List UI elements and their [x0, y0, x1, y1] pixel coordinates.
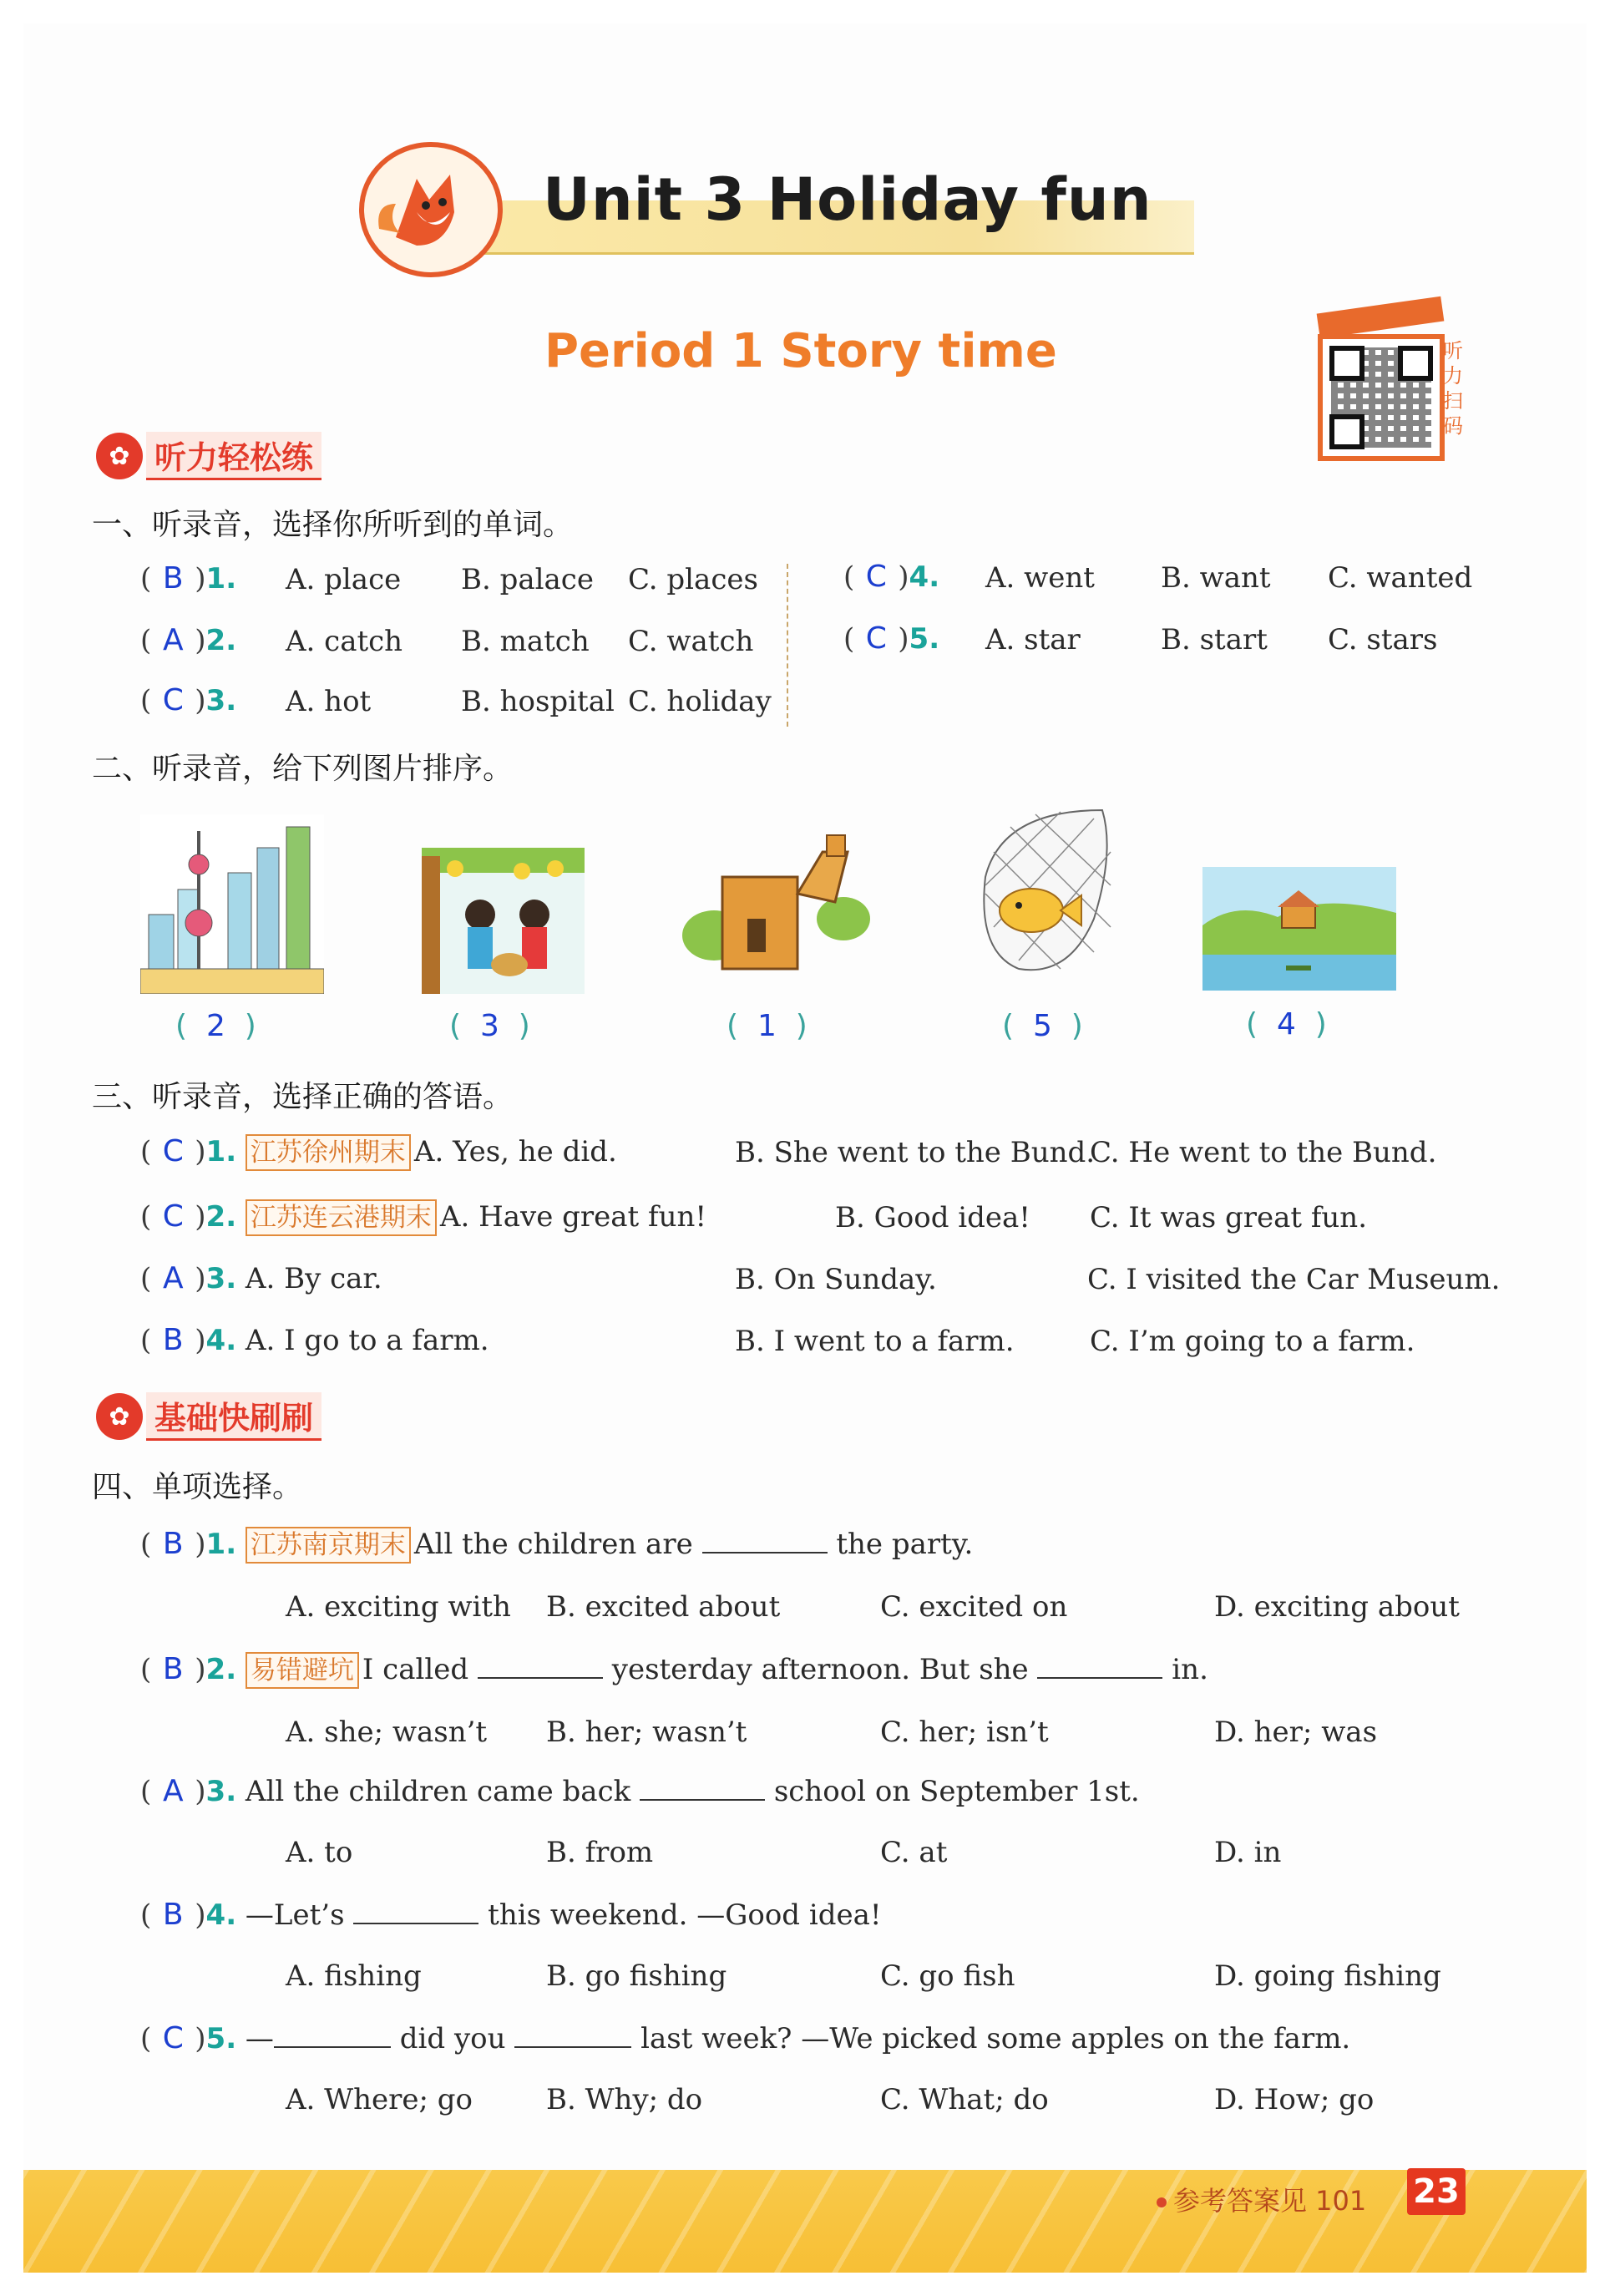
option-c: C. watch: [628, 625, 754, 658]
bullet-icon: [1157, 2197, 1167, 2207]
part2-title: 二、听录音，给下列图片排序。: [92, 752, 514, 786]
unit-title-banner: [359, 142, 1202, 276]
picture-2-answer: ( 3 ): [449, 1009, 530, 1043]
option-b: B. Good idea!: [835, 1201, 1030, 1234]
part1-question-5: ( C )5.: [843, 621, 940, 656]
fill-blank[interactable]: [514, 2021, 631, 2048]
answer-reference[interactable]: 参考答案见 101: [1157, 2180, 1366, 2218]
option-c: C. stars: [1328, 623, 1438, 656]
fox-mascot-icon: [359, 142, 503, 277]
section-header-listening: [96, 433, 321, 479]
qr-code-icon[interactable]: [1318, 334, 1445, 461]
great-wall-picture: [681, 827, 873, 986]
option-c: C. holiday: [628, 685, 772, 718]
source-tag: 江苏南京期末: [246, 1527, 411, 1564]
option-a: A. place: [286, 563, 402, 596]
fruit-picking-picture: [422, 848, 585, 994]
option-b: B. start: [1161, 623, 1268, 656]
part1-question-4: ( C )4.: [843, 560, 940, 594]
option-c: C. It was great fun.: [1090, 1201, 1368, 1234]
part1-question-2: ( A )2.: [140, 623, 237, 657]
part4-question-4: ( B )4. —Let’s this weekend. —Good idea!: [140, 1898, 882, 1932]
fill-blank[interactable]: [478, 1652, 603, 1679]
option-a: A. star: [985, 623, 1081, 656]
option-c: C. at: [880, 1836, 948, 1869]
option-b: B. her; wasn’t: [546, 1716, 747, 1749]
section-title: 听力轻松练: [146, 432, 321, 480]
option-a: A. exciting with: [286, 1590, 511, 1624]
part1-title: 一、听录音，选择你所听到的单词。: [92, 508, 574, 542]
option-b: B. hospital: [461, 685, 615, 718]
fill-blank[interactable]: [1037, 1652, 1162, 1679]
answer: B: [162, 1898, 184, 1932]
fish-in-net-picture: [969, 802, 1123, 986]
answer: A: [162, 1261, 184, 1295]
part4-question-2: ( B )2. 易错避坑 I called yesterday afternoon. But she in.: [140, 1652, 1208, 1689]
fill-blank[interactable]: [353, 1898, 478, 1924]
option-b: B. match: [461, 625, 590, 658]
option-c: C. go fish: [880, 1959, 1015, 1993]
picture-5-answer: ( 4 ): [1246, 1007, 1327, 1042]
answer: B: [162, 1652, 184, 1686]
option-c: C. her; isn’t: [880, 1716, 1049, 1749]
option-b: B. go fishing: [546, 1959, 727, 1993]
option-a: A. catch: [286, 625, 403, 658]
option-a: A. Where; go: [286, 2083, 473, 2116]
qr-label: 听力扫码: [1443, 339, 1463, 438]
page-number: 23: [1407, 2168, 1466, 2215]
option-b: B. want: [1161, 561, 1271, 595]
option-b: B. On Sunday.: [735, 1263, 937, 1296]
part3-question-3: ( A )3. A. By car.: [140, 1261, 382, 1295]
part4-question-1: ( B )1. 江苏南京期末 All the children are the party.: [140, 1527, 973, 1564]
option-d: D. in: [1214, 1836, 1282, 1869]
part3-question-2: ( C )2. 江苏连云港期末 A. Have great fun!: [140, 1199, 706, 1236]
part4-question-3: ( A )3. All the children came back school on September 1st.: [140, 1774, 1140, 1808]
part3-question-4: ( B )4. A. I go to a farm.: [140, 1323, 489, 1357]
lake-palace-picture: [1202, 867, 1396, 991]
source-tag: 江苏徐州期末: [246, 1134, 411, 1171]
option-c: C. I’m going to a farm.: [1090, 1325, 1415, 1358]
answer: C: [865, 621, 887, 656]
option-b: B. I went to a farm.: [735, 1325, 1015, 1358]
part4-title: 四、单项选择。: [92, 1470, 303, 1504]
picture-1-answer: ( 2 ): [175, 1009, 256, 1043]
source-tag: 易错避坑: [246, 1652, 359, 1689]
option-d: D. her; was: [1214, 1716, 1378, 1749]
option-c: C. excited on: [880, 1590, 1068, 1624]
fill-blank[interactable]: [702, 1527, 828, 1553]
option-b: B. palace: [461, 563, 594, 596]
fox-badge-icon: ✿: [96, 1393, 143, 1440]
period-title: Period 1 Story time: [544, 324, 1057, 378]
answer: C: [162, 683, 184, 717]
part1-question-1: ( B )1.: [140, 561, 237, 596]
fill-blank[interactable]: [640, 1774, 765, 1801]
answer: B: [162, 561, 184, 596]
option-d: D. exciting about: [1214, 1590, 1460, 1624]
part3-title: 三、听录音，选择正确的答语。: [92, 1080, 514, 1114]
part4-question-5: ( C )5. — did you last week? —We picked some apples on the farm.: [140, 2021, 1351, 2055]
option-c: C. places: [628, 563, 758, 596]
option-c: C. He went to the Bund.: [1090, 1136, 1437, 1169]
answer: C: [162, 1134, 184, 1168]
section-title: 基础快刷刷: [146, 1392, 321, 1441]
picture-3-answer: ( 1 ): [727, 1009, 808, 1043]
fill-blank[interactable]: [274, 2021, 391, 2048]
option-a: A. fishing: [286, 1959, 422, 1993]
option-c: C. What; do: [880, 2083, 1049, 2116]
option-a: A. she; wasn’t: [286, 1716, 488, 1749]
source-tag: 江苏连云港期末: [246, 1199, 437, 1236]
option-a: A. to: [286, 1836, 353, 1869]
column-divider: [787, 564, 788, 727]
answer: C: [865, 560, 887, 594]
city-skyline-picture: [140, 814, 324, 994]
option-b: B. She went to the Bund.: [735, 1136, 1096, 1169]
option-a: A. hot: [286, 685, 372, 718]
answer: B: [162, 1527, 184, 1561]
option-b: B. from: [546, 1836, 654, 1869]
unit-title: Unit 3 Holiday fun: [543, 165, 1152, 234]
option-d: D. How; go: [1214, 2083, 1375, 2116]
answer: B: [162, 1323, 184, 1357]
part1-question-3: ( C )3.: [140, 683, 237, 717]
picture-4-answer: ( 5 ): [1002, 1009, 1083, 1043]
fox-badge-icon: ✿: [96, 433, 143, 479]
section-header-basics: [96, 1393, 321, 1440]
answer: C: [162, 1199, 184, 1234]
part3-question-1: ( C )1. 江苏徐州期末 A. Yes, he did.: [140, 1134, 617, 1171]
answer: A: [162, 623, 184, 657]
option-a: A. went: [985, 561, 1095, 595]
option-b: B. excited about: [546, 1590, 781, 1624]
option-c: C. wanted: [1328, 561, 1473, 595]
option-d: D. going fishing: [1214, 1959, 1441, 1993]
answer: C: [162, 2021, 184, 2055]
answer: A: [162, 1774, 184, 1808]
option-b: B. Why; do: [546, 2083, 703, 2116]
option-c: C. I visited the Car Museum.: [1087, 1263, 1501, 1296]
